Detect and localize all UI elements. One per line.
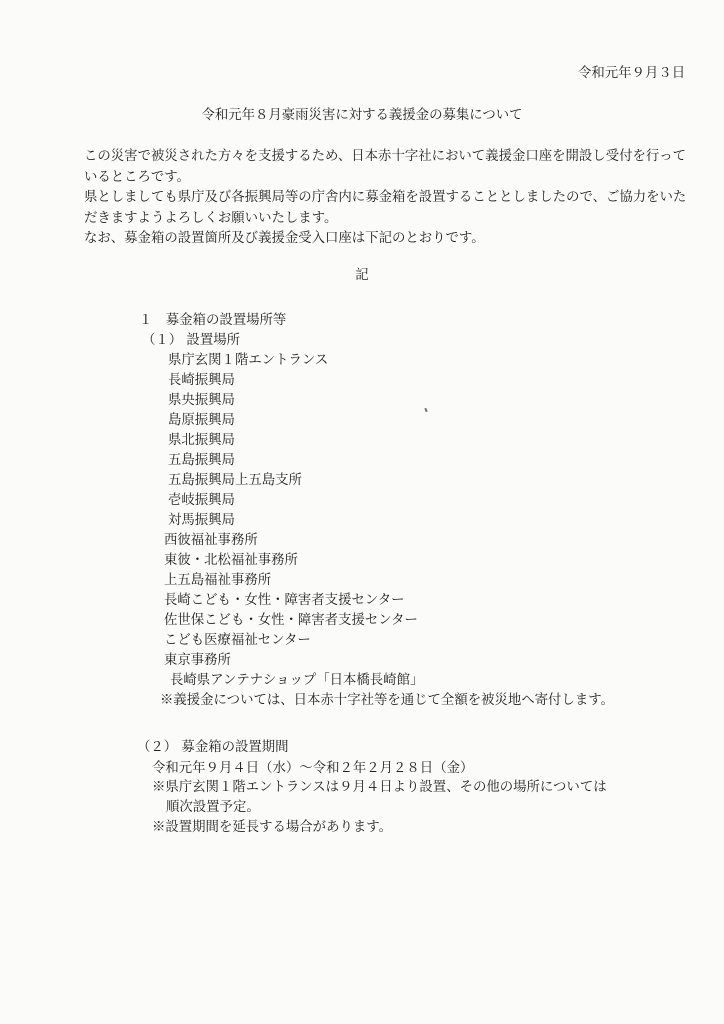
ki-heading: 記: [355, 268, 369, 283]
list-item: 佐世保こども・女性・障害者支援センター: [164, 613, 418, 628]
installation-period: 令和元年９月４日（水）～令和２年２月２８日（金）: [152, 761, 474, 776]
list-item: 五島振興局上五島支所: [168, 473, 302, 488]
paragraph-3: なお、募金箱の設置箇所及び義援金受入口座は下記のとおりです。: [84, 231, 485, 246]
list-item: 県央振興局: [168, 393, 235, 408]
list-item: 県北振興局: [168, 433, 235, 448]
list-item: こども医療福祉センター: [164, 633, 311, 648]
donation-note: ※義援金については、日本赤十字社等を通じて全額を被災地へ寄付します。: [160, 693, 614, 708]
section-1-heading: １ 募金箱の設置場所等: [139, 313, 287, 328]
paragraph-1: この災害で被災された方々を支援するため、日本赤十字社において義援金口座を開設し受付を行っているところです。: [84, 149, 687, 185]
subsection-1-heading: （１） 設置場所: [142, 333, 240, 348]
installation-note-line-1: ※県庁玄関１階エントランスは９月４日より設置、その他の場所については: [152, 780, 607, 795]
document-title: 令和元年８月豪雨災害に対する義援金の募集について: [201, 108, 523, 123]
paragraph-2: 県としましても県庁及び各振興局等の庁舎内に募金箱を設置することとしましたので、ご協力をいただきますようよろしくお願いいたします。: [84, 190, 687, 226]
list-item: 県庁玄関１階エントランス: [168, 353, 329, 368]
scan-speck: [424, 408, 427, 412]
list-item: 長崎振興局: [168, 373, 235, 388]
list-item: 島原振興局: [168, 413, 235, 428]
list-item: 西彼福祉事務所: [164, 533, 258, 548]
list-item: 五島振興局: [168, 453, 235, 468]
extension-note: ※設置期間を延長する場合があります。: [152, 820, 392, 835]
installation-note-line-2: 順次設置予定。: [166, 800, 260, 815]
subsection-2-heading: （２） 募金箱の設置期間: [137, 740, 289, 755]
document-date: 令和元年９月３日: [578, 66, 686, 81]
list-item: 東彼・北松福祉事務所: [164, 553, 298, 568]
list-item: 長崎県アンテナショップ「日本橋長崎館」: [170, 673, 424, 688]
list-item: 上五島福祉事務所: [164, 573, 272, 588]
list-item: 東京事務所: [164, 653, 231, 668]
list-item: 対馬振興局: [168, 513, 235, 528]
list-item: 壱岐振興局: [168, 493, 235, 508]
list-item: 長崎こども・女性・障害者支援センター: [164, 593, 405, 608]
